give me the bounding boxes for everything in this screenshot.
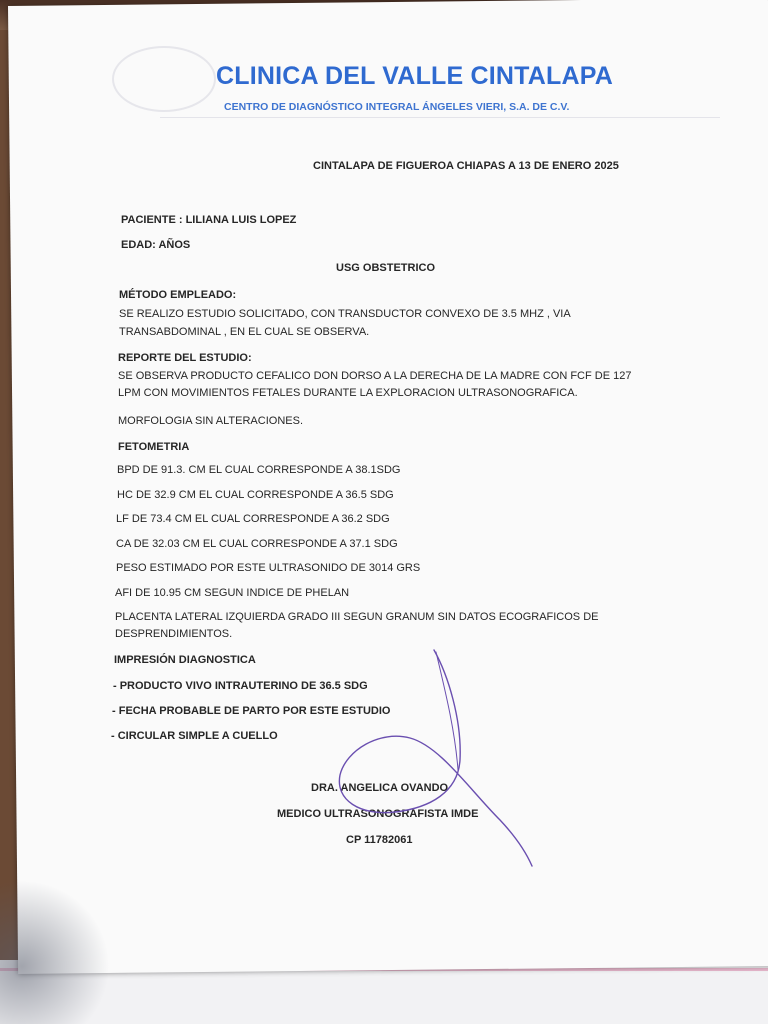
signer-name: DRA. ANGELICA OVANDO [311,782,449,794]
diagnosis-heading: IMPRESIÓN DIAGNOSTICA [114,654,256,666]
method-heading: MÉTODO EMPLEADO: [119,289,237,301]
signer-license: CP 11782061 [346,834,413,846]
fetometry-hc: HC DE 32.9 CM EL CUAL CORRESPONDE A 36.5 SDG [117,489,394,501]
place-date: CINTALAPA DE FIGUEROA CHIAPAS A 13 DE ENERO 2025 [313,160,619,172]
fetometry-bpd: BPD DE 91.3. CM EL CUAL CORRESPONDE A 38.1SDG [117,464,401,476]
patient-name: PACIENTE : LILIANA LUIS LOPEZ [121,214,297,226]
report-line-1: SE OBSERVA PRODUCTO CEFALICO DON DORSO A LA DERECHA DE LA MADRE CON FCF DE 127 [118,370,632,382]
fetometry-heading: FETOMETRIA [118,441,190,453]
diagnosis-item-1: - PRODUCTO VIVO INTRAUTERINO DE 36.5 SDG [113,680,368,692]
study-title: USG OBSTETRICO [336,262,436,274]
patient-age: EDAD: AÑOS [121,239,191,251]
report-line-2: LPM CON MOVIMIENTOS FETALES DURANTE LA EXPLORACION ULTRASONOGRAFICA. [118,387,578,399]
fetometry-weight: PESO ESTIMADO POR ESTE ULTRASONIDO DE 3014 GRS [116,562,421,574]
fetometry-lf: LF DE 73.4 CM EL CUAL CORRESPONDE A 36.2 SDG [116,513,390,525]
header-divider [160,117,720,118]
morphology-line: MORFOLOGIA SIN ALTERACIONES. [118,415,304,427]
fetometry-afi: AFI DE 10.95 CM SEGUN INDICE DE PHELAN [115,587,350,599]
clinic-name: CLINICA DEL VALLE CINTALAPA [216,62,614,90]
diagnosis-item-2: - FECHA PROBABLE DE PARTO POR ESTE ESTUDIO [112,705,391,717]
method-line-2: TRANSABDOMINAL , EN EL CUAL SE OBSERVA. [119,326,370,338]
clinic-logo-watermark [112,46,216,112]
diagnosis-item-3: - CIRCULAR SIMPLE A CUELLO [111,730,278,742]
placenta-line-1: PLACENTA LATERAL IZQUIERDA GRADO III SEGUN GRANUM SIN DATOS ECOGRAFICOS DE [115,611,599,623]
method-line-1: SE REALIZO ESTUDIO SOLICITADO, CON TRANSDUCTOR CONVEXO DE 3.5 MHZ , VIA [119,308,571,320]
placenta-line-2: DESPRENDIMIENTOS. [115,628,233,640]
signer-title: MEDICO ULTRASONOGRAFISTA IMDE [277,808,479,820]
report-heading: REPORTE DEL ESTUDIO: [118,352,252,364]
fetometry-ca: CA DE 32.03 CM EL CUAL CORRESPONDE A 37.1 SDG [116,538,398,550]
clinic-subtitle: CENTRO DE DIAGNÓSTICO INTEGRAL ÁNGELES VIERI, S.A. DE C.V. [224,101,570,113]
finger-shadow [0,880,110,1024]
